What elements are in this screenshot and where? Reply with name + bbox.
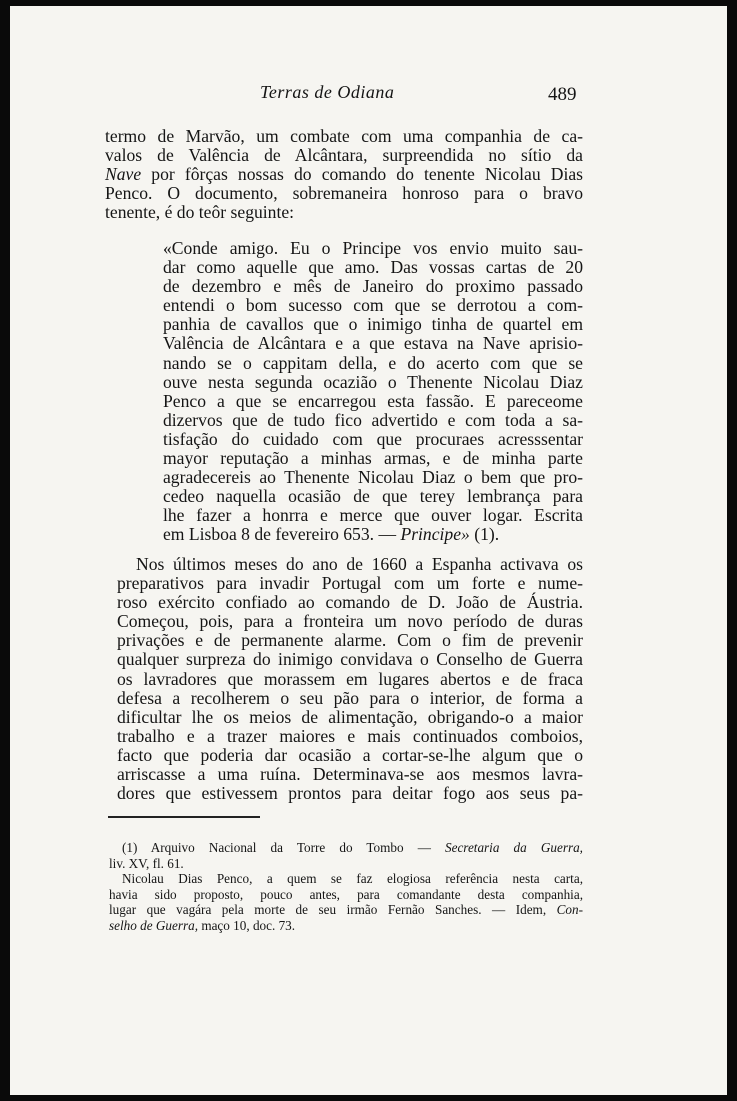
quote-line: Valência de Alcântara e a que estava na Nave aprisio- <box>163 333 583 354</box>
text-line: valos de Valência de Alcântara, surpreendida no sítio da <box>105 145 583 166</box>
italic-source: selho de Guerra, <box>109 917 199 933</box>
running-header <box>10 82 727 108</box>
footnote-line <box>109 840 583 856</box>
text-line: dificultar lhe os meios de alimentação, obrigando-o a maior <box>117 706 583 727</box>
italic-source: Secretaria da Guerra, <box>445 840 583 855</box>
footnote-line <box>109 902 583 918</box>
footnote-line: Nicolau Dias Penco, a quem se faz elogiosa referência nesta carta, <box>122 871 583 887</box>
text-run: em Lisboa 8 de fevereiro 653. — <box>163 524 401 545</box>
text-line <box>105 165 583 184</box>
paragraph-body <box>117 555 583 803</box>
italic-source: Con- <box>556 902 583 918</box>
quote-line: entendi o bom sucesso com que se derrotou a com- <box>163 295 583 316</box>
footnote-line: havia sido proposto, pouco antes, para comandante desta companhia, <box>109 886 583 902</box>
quote-line: de dezembro e mês de Janeiro do proximo passado <box>163 276 583 297</box>
text-line: facto que poderia dar ocasião a cortar-se-lhe algum que o <box>117 744 583 765</box>
text-line: termo de Marvão, um combate com uma companhia de ca- <box>105 126 583 146</box>
quote-line: «Conde amigo. Eu o Principe vos envio muito sau- <box>163 238 583 258</box>
quote-line: panhia de cavallos que o inimigo tinha de quartel em <box>163 314 583 335</box>
text-run: por fôrças nossas do comando do tenente Nicolau Dias <box>141 164 583 185</box>
text-line: tenente, é do teôr seguinte: <box>105 202 295 223</box>
italic-signature: Principe» <box>400 524 470 545</box>
quote-line: nando se o cappitam della, e do acerto com que se <box>163 352 583 373</box>
quote-line: dizervos que de tudo fico advertido e com toda a sa- <box>163 409 583 430</box>
footnote-ref: (1). <box>469 524 500 545</box>
text-run: maço 10, doc. 73. <box>198 917 296 933</box>
footnote-line <box>109 918 583 934</box>
text-line: qualquer surpreza do inimigo convidava o Conselho de Guerra <box>117 649 583 670</box>
text-line: Começou, pois, para a fronteira um novo período de duras <box>117 611 583 632</box>
quote-line <box>163 525 583 544</box>
text-line: roso exército confiado ao comando de D. João de Áustria. <box>117 592 583 613</box>
running-title: Terras de Odiana <box>260 82 395 102</box>
quote-line: mayor reputação a minhas armas, e de minha parte <box>163 448 583 469</box>
quote-line: lhe fazer a honrra e merce que ouver logar. Escrita <box>163 505 583 526</box>
quote-line: ouve nesta segunda ocazião o Thenente Nicolau Diaz <box>163 371 583 392</box>
text-run: (1) Arquivo Nacional da Torre do Tombo — <box>122 840 445 855</box>
text-line: os lavradores que morassem em lugares abertos e de fraca <box>117 668 583 689</box>
quote-line: dar como aquelle que amo. Das vossas cartas de 20 <box>163 257 583 278</box>
italic-place-name: Nave <box>105 164 142 185</box>
quote-line: cedeo naquella ocasião de que terey lembrança para <box>163 486 583 507</box>
text-line: trabalho e a trazer maiores e mais continuados comboios, <box>117 725 583 746</box>
quote-line: Penco a que se encarregou esta fassão. E pareceome <box>163 390 583 411</box>
page-number: 489 <box>548 84 577 105</box>
text-line: Nos últimos meses do ano de 1660 a Espanha activava os <box>136 554 583 574</box>
footnotes <box>109 840 583 934</box>
quote-line: tisfação do cuidado com que procuraes acresssentar <box>163 428 583 449</box>
quote-line: agradecereis ao Thenente Nicolau Diaz o bem que pro- <box>163 467 583 488</box>
text-line: defesa a recolherem o seu pão para o interior, de forma a <box>117 687 583 708</box>
text-line: preparativos para invadir Portugal com um forte e nume- <box>117 573 583 594</box>
text-line: arriscasse a uma ruína. Determinava-se aos mesmos lavra- <box>117 764 583 785</box>
footnote-line: liv. XV, fl. 61. <box>109 855 184 871</box>
book-page <box>10 6 727 1095</box>
text-line: privações e de permanente alarme. Com o fim de prevenir <box>117 630 583 651</box>
letter-quote <box>163 239 583 545</box>
paragraph-intro <box>105 127 583 222</box>
text-line: Penco. O documento, sobremaneira honroso para o bravo <box>105 183 583 204</box>
footnote-divider <box>108 816 260 818</box>
text-line: dores que estivessem prontos para deitar fogo aos seus pa- <box>117 783 583 804</box>
text-run: lugar que vagára pela morte de seu irmão Fernão Sanches. — Idem, <box>109 902 557 918</box>
